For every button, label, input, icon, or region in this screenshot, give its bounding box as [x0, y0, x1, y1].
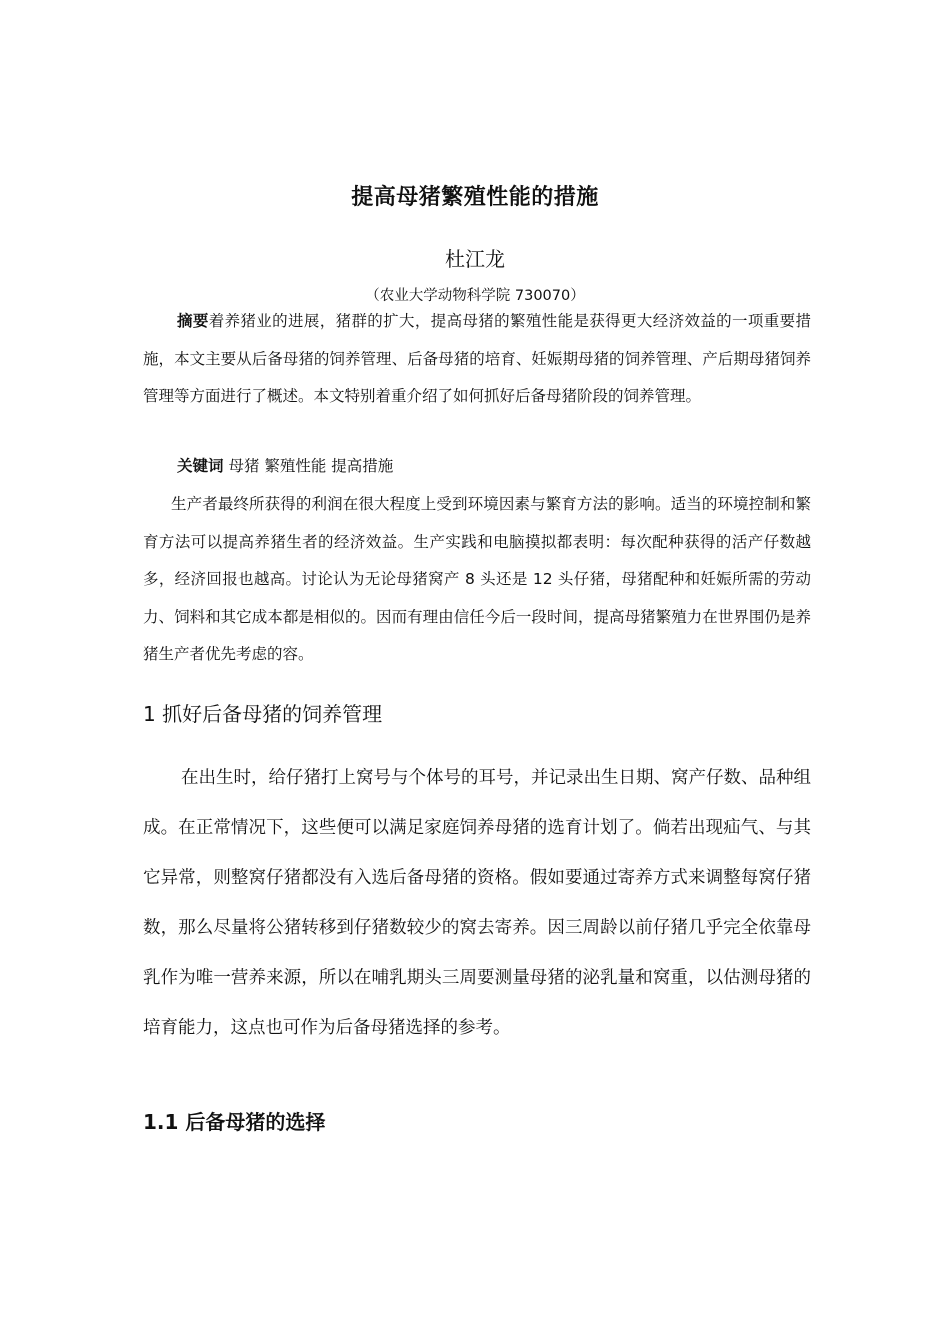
abstract-text: 着养猪业的进展，猪群的扩大，提高母猪的繁殖性能是获得更大经济效益的一项重要措施，本文主要从后备母猪的饲养管理、后备母猪的培育、妊娠期母猪的饲养管理、产后期母猪饲养管理等方面进行了概述。本文特别着重介绍了如何抓好后备母猪阶段的饲养管理。	[143, 312, 811, 405]
keywords-label: 关键词	[177, 457, 224, 475]
paper-title: 提高母猪繁殖性能的措施	[351, 185, 599, 210]
keywords-line	[143, 448, 811, 485]
author-affiliation: （农业大学动物科学院 730070）	[365, 288, 585, 304]
section-1-1-heading: 1.1 后备母猪的选择	[143, 1110, 326, 1134]
author-name: 杜江龙	[445, 247, 505, 271]
abstract-label: 摘要	[177, 312, 209, 330]
abstract-paragraph	[143, 303, 811, 416]
section-1-paragraph: 在出生时，给仔猪打上窝号与个体号的耳号，并记录出生日期、窝产仔数、品种组成。在正常情况下，这些便可以满足家庭饲养母猪的选育计划了。倘若出现疝气、与其它异常，则整窝仔猪都没有入选后备母猪的资格。假如要通过寄养方式来调整每窝仔猪数，那么尽量将公猪转移到仔猪数较少的窝去寄养。因三周龄以前仔猪几乎完全依靠母乳作为唯一营养来源，所以在哺乳期头三周要测量母猪的泌乳量和窝重，以估测母猪的培育能力，这点也可作为后备母猪选择的参考。	[143, 768, 811, 1038]
keywords-text: 母猪 繁殖性能 提高措施	[223, 457, 394, 475]
section-1-heading: 1 抓好后备母猪的饲养管理	[143, 702, 383, 726]
intro-paragraph: 生产者最终所获得的利润在很大程度上受到环境因素与繁育方法的影响。适当的环境控制和繁育方法可以提高养猪生者的经济效益。生产实践和电脑摸拟都表明：每次配种获得的活产仔数越多，经济回报也越高。讨论认为无论母猪窝产 8 头还是 12 头仔猪，母猪配种和妊娠所需的劳动力、饲料和其它成本都是相似的。因而有理由信任今后一段时间，提高母猪繁殖力在世界围仍是养猪生产者优先考虑的容。	[143, 495, 811, 663]
